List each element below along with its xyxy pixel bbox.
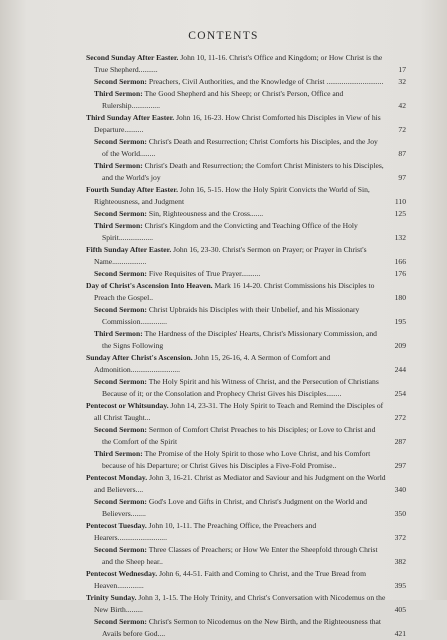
entry-heading: Pentecost Monday. xyxy=(86,473,148,482)
entry-text: John 10, 11-16. Christ's Office and Kingdom; or How Christ is the True Shepherd.......... xyxy=(94,53,383,74)
toc-entry xyxy=(86,352,406,376)
entry-heading: Second Sermon: xyxy=(94,425,147,434)
toc-entry xyxy=(86,616,406,640)
entry-heading: Third Sermon: xyxy=(94,221,143,230)
entry-text: Christ's Sermon to Nicodemus on the New Birth, and the Righteousness that Avails before God.... xyxy=(102,617,381,638)
table-of-contents xyxy=(86,52,406,640)
toc-entry xyxy=(86,568,406,592)
page-number: 87 xyxy=(398,149,406,158)
toc-entry xyxy=(86,280,406,304)
entry-text: Five Requisites of True Prayer.......... xyxy=(148,269,261,278)
entry-text: Preachers, Civil Authorities, and the Knowledge of Christ .............................. xyxy=(148,77,384,86)
entry-text: John 16, 16-23. How Christ Comforted his Disciples in View of his Departure.......... xyxy=(94,113,381,134)
entry-heading: Second Sermon: xyxy=(94,269,147,278)
entry-heading: Pentecost Tuesday. xyxy=(86,521,147,530)
entry-text: Christ's Death and Resurrection; Christ Comforts his Disciples, and the Joy of the World........ xyxy=(102,137,378,158)
entry-text: Sin, Righteousness and the Cross....... xyxy=(148,209,264,218)
entry-text: John 16, 5-15. How the Holy Spirit Convicts the World of Sin, Righteousness, and Judgment xyxy=(94,185,370,206)
page-number: 254 xyxy=(394,389,406,398)
toc-entry xyxy=(86,400,406,424)
toc-entry xyxy=(86,244,406,268)
entry-text: John 16, 23-30. Christ's Sermon on Prayer; or Prayer in Christ's Name.................. xyxy=(94,245,367,266)
entry-heading: Pentecost Wednesday. xyxy=(86,569,158,578)
toc-entry xyxy=(86,520,406,544)
toc-entry xyxy=(86,424,406,448)
toc-entry xyxy=(86,268,406,280)
entry-heading: Third Sermon: xyxy=(94,89,143,98)
page-number: 72 xyxy=(398,125,406,134)
entry-text: God's Love and Gifts in Christ, and Christ's Judgment on the World and Believers........ xyxy=(102,497,368,518)
toc-entry xyxy=(86,328,406,352)
page-number: 180 xyxy=(394,293,406,302)
entry-text: The Hardness of the Disciples' Hearts, Christ's Missionary Commission, and the Signs Following xyxy=(102,329,377,350)
entry-heading: Day of Christ's Ascension Into Heaven. xyxy=(86,281,213,290)
entry-heading: Sunday After Christ's Ascension. xyxy=(86,353,193,362)
toc-entry xyxy=(86,496,406,520)
page-number: 297 xyxy=(394,461,406,470)
entry-heading: Fourth Sunday After Easter. xyxy=(86,185,178,194)
page-number: 195 xyxy=(394,317,406,326)
entry-heading: Trinity Sunday. xyxy=(86,593,137,602)
entry-heading: Second Sermon: xyxy=(94,545,147,554)
toc-entry xyxy=(86,592,406,616)
page-title: CONTENTS xyxy=(188,30,259,42)
entry-heading: Second Sermon: xyxy=(94,305,147,314)
page-number: 287 xyxy=(394,437,406,446)
entry-text: Sermon of Comfort Christ Preaches to his Disciples; or Love to Christ and the Comfort of the Spirit xyxy=(102,425,376,446)
page-number: 209 xyxy=(394,341,406,350)
entry-text: John 10, 1-11. The Preaching Office, the Preachers and Hearers.......................... xyxy=(94,521,317,542)
entry-text: The Promise of the Holy Spirit to those who Love Christ, and his Comfort because of his Departure; or Christ Gives his Disciples a Five-Fold Promise.. xyxy=(102,449,371,470)
toc-entry xyxy=(86,88,406,112)
entry-heading: Third Sermon: xyxy=(94,329,143,338)
page-number: 350 xyxy=(394,509,406,518)
page-number: 405 xyxy=(394,605,406,614)
entry-heading: Third Sermon: xyxy=(94,449,143,458)
page-number: 17 xyxy=(398,65,406,74)
entry-text: John 3, 1-15. The Holy Trinity, and Christ's Conversation with Nicodemus on the New Birth......... xyxy=(94,593,386,614)
page-number: 132 xyxy=(394,233,406,242)
entry-text: Christ Upbraids his Disciples with their Unbelief, and his Missionary Commission.............. xyxy=(102,305,360,326)
entry-text: John 6, 44-51. Faith and Coming to Christ, and the True Bread from Heaven.............. xyxy=(94,569,366,590)
page-number: 372 xyxy=(394,533,406,542)
entry-heading: Second Sermon: xyxy=(94,137,147,146)
entry-text: Christ's Death and Resurrection; the Comfort Christ Ministers to his Disciples, and the World's joy xyxy=(102,161,384,182)
page-number: 382 xyxy=(394,557,406,566)
toc-entry xyxy=(86,52,406,76)
toc-entry xyxy=(86,76,406,88)
page-number: 421 xyxy=(394,629,406,638)
entry-heading: Second Sermon: xyxy=(94,77,147,86)
entry-text: The Holy Spirit and his Witness of Christ, and the Persecution of Christians Because of it; or the Consolation and Prophecy Christ Gives his Disciples........ xyxy=(102,377,379,398)
page-number: 125 xyxy=(394,209,406,218)
entry-text: Christ's Kingdom and the Convicting and Teaching Office of the Holy Spirit.................. xyxy=(102,221,358,242)
entry-heading: Third Sunday After Easter. xyxy=(86,113,175,122)
toc-entry xyxy=(86,448,406,472)
page-number: 110 xyxy=(394,197,406,206)
page-number: 42 xyxy=(398,101,406,110)
toc-entry xyxy=(86,544,406,568)
toc-entry xyxy=(86,304,406,328)
entry-text: John 3, 16-21. Christ as Mediator and Saviour and his Judgment on the World and Believers.... xyxy=(94,473,386,494)
page-number: 32 xyxy=(398,77,406,86)
page-number: 395 xyxy=(394,581,406,590)
entry-text: Mark 16 14-20. Christ Commissions his Disciples to Preach the Gospel.. xyxy=(94,281,375,302)
entry-heading: Second Sunday After Easter. xyxy=(86,53,179,62)
entry-text: John 14, 23-31. The Holy Spirit to Teach and Remind the Disciples of all Christ Taught... xyxy=(94,401,384,422)
entry-heading: Third Sermon: xyxy=(94,161,143,170)
entry-heading: Pentecost or Whitsunday. xyxy=(86,401,169,410)
entry-heading: Second Sermon: xyxy=(94,377,147,386)
entry-heading: Second Sermon: xyxy=(94,617,147,626)
toc-entry xyxy=(86,136,406,160)
page-number: 176 xyxy=(394,269,406,278)
entry-heading: Second Sermon: xyxy=(94,209,147,218)
toc-entry xyxy=(86,220,406,244)
entry-text: John 15, 26-16, 4. A Sermon of Comfort and Admonition.......................... xyxy=(94,353,331,374)
entry-text: Three Classes of Preachers; or How We Enter the Sheepfold through Christ and the Sheep hear.. xyxy=(102,545,378,566)
page-number: 244 xyxy=(394,365,406,374)
entry-text: The Good Shepherd and his Sheep; or Christ's Person, Office and Rulership............... xyxy=(102,89,344,110)
entry-heading: Second Sermon: xyxy=(94,497,147,506)
page-number: 166 xyxy=(394,257,406,266)
page-number: 272 xyxy=(394,413,406,422)
toc-entry xyxy=(86,184,406,208)
entry-heading: Fifth Sunday After Easter. xyxy=(86,245,172,254)
toc-entry xyxy=(86,376,406,400)
toc-entry xyxy=(86,160,406,184)
toc-entry xyxy=(86,472,406,496)
page-number: 97 xyxy=(398,173,406,182)
toc-entry xyxy=(86,112,406,136)
toc-entry xyxy=(86,208,406,220)
page-number: 340 xyxy=(394,485,406,494)
